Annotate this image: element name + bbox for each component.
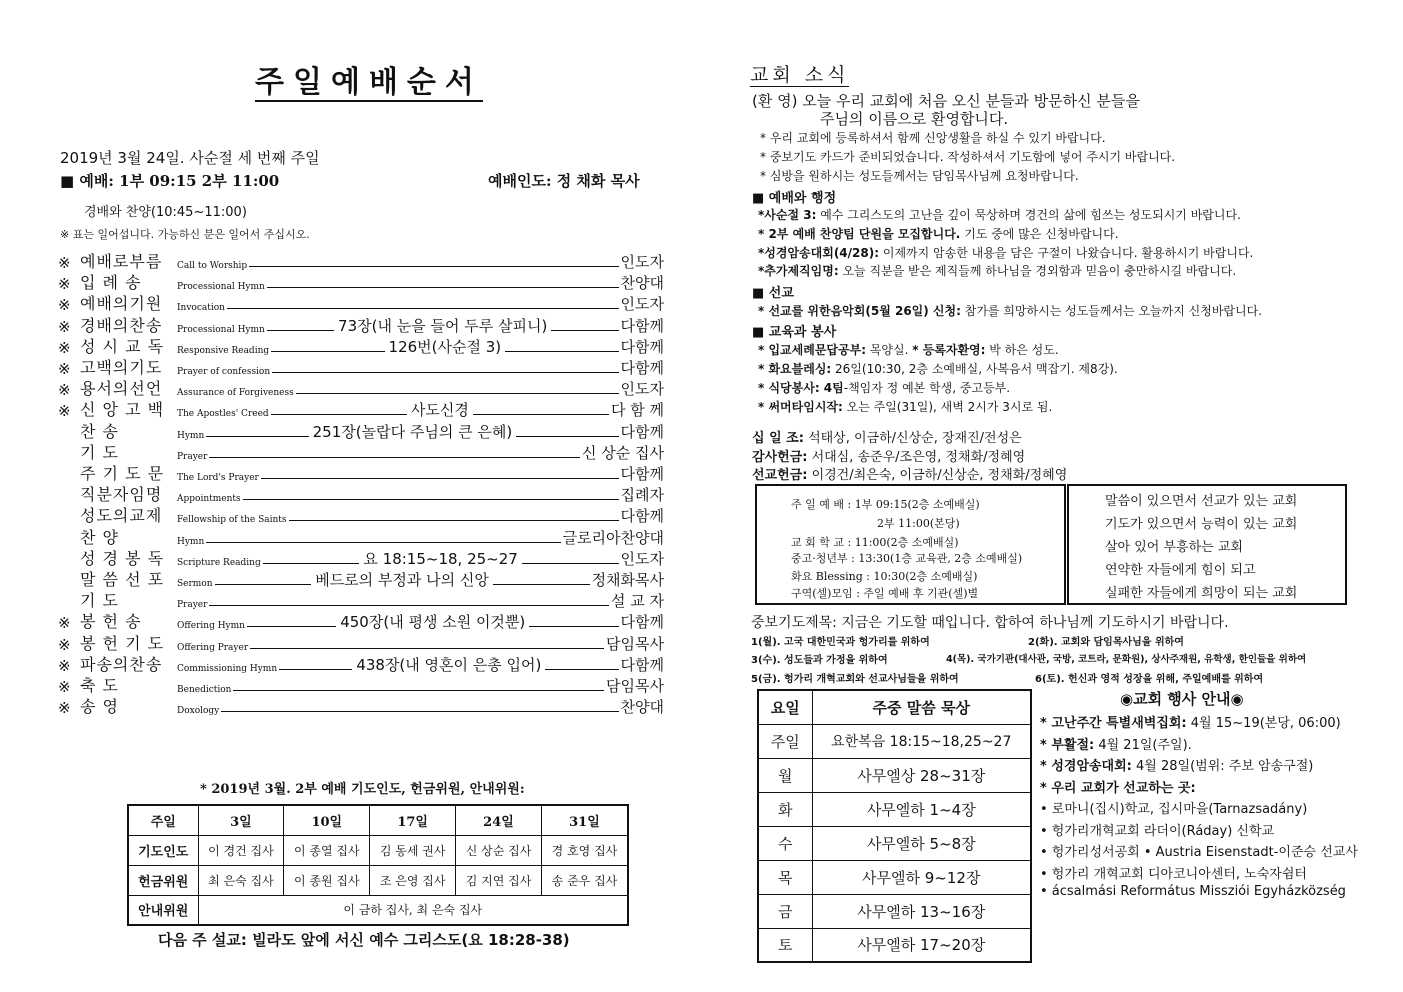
- offering-value: 서대심, 송준우/조은영, 정채화/정혜영: [807, 450, 1026, 465]
- order-item-english: Call to Worship: [177, 261, 248, 271]
- event-item: [1040, 841, 1358, 860]
- news-item-text: 예수 그리스도의 고난을 깊이 묵상하며 경건의 삶에 힘쓰는 성도되시기 바랍니다.: [816, 208, 1241, 222]
- event-item: [1040, 712, 1341, 731]
- order-item-english: Fellowship of the Saints: [177, 515, 287, 526]
- leader-line: [227, 308, 619, 309]
- leader-line: [215, 584, 312, 585]
- motto-line: 살아 있어 부흥하는 교회: [1105, 540, 1243, 555]
- order-item-person: 찬양대: [620, 698, 664, 717]
- worship-times: ■ 예배: 1부 09:15 2부 11:00: [60, 172, 280, 190]
- prayer-title: 중보기도제목: 지금은 기도할 때입니다. 합하여 하나님께 기도하시기 바랍니다.: [751, 615, 1229, 631]
- order-item-english: The Apostles' Creed: [177, 409, 269, 420]
- welcome-note: * 중보기도 카드가 준비되었습니다. 작성하셔서 기도함에 넣어 주시기 바랍니다.: [760, 150, 1176, 164]
- table-header: 31일: [541, 805, 628, 835]
- motto-line: 기도가 있으면서 능력이 있는 교회: [1105, 517, 1298, 532]
- prayer-item: 3(수). 성도들과 가정을 위하여: [751, 655, 888, 666]
- event-label: * 우리 교회가 선교하는 곳:: [1040, 780, 1196, 796]
- order-item-english: Processional Hymn: [177, 324, 265, 335]
- service-info-line: 화요 Blessing : 10:30(2층 소예배실): [791, 570, 978, 583]
- worship-order-item: [58, 422, 664, 442]
- table-row: [758, 928, 1031, 962]
- order-item-name: 성도의교제: [80, 506, 163, 526]
- order-item-person: 인도자: [620, 549, 664, 568]
- news-item-text: 이제까지 암송한 내용을 담은 구절이 나왔습니다. 활용하시기 바랍니다.: [879, 246, 1254, 260]
- order-item-person: 글로리아찬양대: [562, 528, 664, 547]
- order-item-name: 신 앙 고 백: [80, 400, 165, 420]
- order-item-name: 기 도: [80, 591, 119, 611]
- table-cell: 안내위원: [128, 895, 198, 925]
- leader-line: [279, 669, 352, 670]
- table-header: 24일: [456, 805, 542, 835]
- news-item: [758, 379, 1010, 396]
- news-item-label: * 화요블레싱:: [758, 362, 832, 376]
- event-text: • 헝가리개혁교회 라더이(Ráday) 신학교: [1040, 823, 1275, 839]
- stand-mark: ※: [58, 699, 71, 718]
- table-cell: 토: [758, 928, 812, 962]
- welcome-note: * 우리 교회에 등록하셔서 함께 신앙생활을 하실 수 있기 바랍니다.: [760, 131, 1106, 145]
- worship-order-item: [58, 528, 664, 548]
- stand-mark: ※: [58, 402, 71, 421]
- news-item-label: *사순절 3:: [758, 208, 817, 222]
- welcome-line-2: 주님의 이름으로 환영합니다.: [820, 110, 1009, 128]
- worship-order-item: [58, 549, 664, 569]
- offering-value: 석태상, 이금하/신상순, 장재진/전성은: [803, 431, 1022, 446]
- order-item-english: Offering Hymn: [177, 621, 245, 632]
- order-item-content: 438장(내 영혼이 은총 입어): [356, 655, 542, 674]
- order-item-name: 말 씀 선 포: [80, 570, 165, 589]
- leader-line: [545, 669, 618, 670]
- table-cell: 사무엘하 17~20장: [812, 928, 1031, 962]
- news-item-text: 박 하은 성도.: [985, 343, 1059, 357]
- worship-order-item: [58, 655, 664, 675]
- stand-mark: ※: [58, 254, 71, 272]
- table-row: [128, 865, 628, 895]
- motto-line: 연약한 자들에게 힘이 되고: [1105, 563, 1256, 578]
- order-item-english: Prayer: [177, 451, 208, 462]
- table-cell: 월: [758, 758, 812, 792]
- order-item-person: 신 상순 집사: [582, 443, 664, 462]
- leader-line: [271, 414, 407, 415]
- news-item-text: -책임자 정 예본 학생, 중고등부.: [843, 381, 1011, 395]
- order-item-name: 성 시 교 독: [80, 336, 165, 356]
- news-item-text: 오늘 직분을 받은 제직들께 하나님을 경외함과 믿음이 충만하시길 바랍니다.: [838, 264, 1237, 278]
- schedule-title: * 2019년 3월. 2부 예배 기도인도, 헌금위원, 안내위원:: [200, 782, 525, 797]
- news-item-text: 목양실.: [866, 343, 913, 357]
- event-item: [1040, 884, 1346, 899]
- order-item-content: 요 18:15~18, 25~27: [363, 549, 518, 568]
- table-row: [758, 860, 1031, 894]
- order-item-content: 사도신경: [410, 401, 469, 420]
- news-item: [758, 206, 1241, 223]
- order-item-person: 담임목사: [606, 677, 664, 695]
- order-item-name: 직분자임명: [80, 485, 163, 505]
- order-item-person: 다함께: [620, 337, 665, 356]
- church-motto-box: [1067, 484, 1347, 605]
- service-info-line: 2부 11:00(본당): [877, 517, 960, 530]
- event-text: 4월 28일(범위: 주보 암송구절): [1131, 759, 1314, 774]
- stand-mark: ※: [58, 678, 71, 696]
- event-item: [1040, 798, 1307, 817]
- order-item-person: 다함께: [620, 465, 664, 483]
- worship-order-item: [58, 316, 664, 336]
- event-item: [1040, 820, 1274, 839]
- leader-line: [250, 648, 604, 649]
- order-item-english: Processional Hymn: [177, 282, 265, 293]
- table-row: [128, 895, 628, 925]
- worship-order-item: [58, 485, 664, 505]
- worship-order-item: [58, 634, 664, 654]
- table-cell: 송 준우 집사: [541, 865, 628, 895]
- prelude-praise: 경배와 찬양(10:45~11:00): [84, 205, 247, 220]
- event-text: • ácsalmási Református Missziói Egyházközség: [1040, 884, 1346, 899]
- leader-line: [261, 478, 619, 479]
- leader-line: [289, 520, 619, 521]
- order-item-name: 봉 헌 기 도: [80, 633, 165, 653]
- table-cell: 사무엘하 9~12장: [812, 860, 1031, 894]
- service-info-line: 구역(셀)모임 : 주일 예배 후 기관(셀)별: [791, 587, 979, 600]
- event-label: * 성경암송대회:: [1040, 759, 1132, 774]
- order-item-name: 입 례 송: [80, 273, 142, 293]
- order-item-person: 찬양대: [620, 274, 664, 293]
- order-item-person: 다함께: [620, 316, 664, 335]
- offering-label: 감사헌금:: [752, 450, 808, 465]
- leader-line: [209, 605, 609, 606]
- worship-order-item: [58, 697, 664, 717]
- order-item-person: 인도자: [620, 253, 664, 271]
- table-cell: 금: [758, 894, 812, 928]
- welcome-note: * 심방을 원하시는 성도들께서는 담임목사님께 요청바랍니다.: [760, 169, 1079, 183]
- prayer-item: 5(금). 헝가리 개혁교회와 선교사님들을 위하여: [751, 674, 959, 685]
- stand-mark: ※: [58, 296, 71, 315]
- table-cell: 주일: [758, 724, 812, 758]
- order-item-person: 다함께: [620, 507, 664, 526]
- leader-line: [221, 711, 618, 712]
- event-item: [1040, 777, 1196, 796]
- news-item: [758, 244, 1253, 261]
- stand-mark: ※: [58, 338, 71, 357]
- section-heading: ■ 교육과 봉사: [752, 325, 837, 340]
- table-cell: 사무엘하 13~16장: [812, 894, 1031, 928]
- event-text: • 헝가리 개혁교회 디아코니아센터, 노숙자쉼터: [1040, 866, 1307, 882]
- leader-line: [522, 563, 619, 564]
- table-cell: 사무엘하 5~8장: [812, 826, 1031, 860]
- leader-line: [267, 287, 619, 288]
- table-row: [758, 758, 1031, 792]
- table-row: [758, 894, 1031, 928]
- table-cell: 최 은숙 집사: [198, 865, 284, 895]
- event-text: • 로마니(집시)학교, 집시마을(Tarnazsadány): [1040, 802, 1308, 817]
- table-row: [128, 835, 628, 865]
- event-item: [1040, 734, 1192, 753]
- order-item-english: Sermon: [177, 579, 213, 589]
- worship-order-item: [58, 337, 664, 357]
- news-item: [758, 225, 1119, 242]
- event-text: 4월 21일(주일).: [1094, 737, 1192, 753]
- leader-line: [206, 436, 308, 437]
- table-cell: 신 상순 집사: [456, 835, 542, 865]
- weekly-bible-table: [757, 689, 1032, 963]
- order-item-content: 450장(내 평생 소원 이것뿐): [340, 613, 526, 632]
- offering-label: 십 일 조:: [752, 431, 804, 446]
- table-header: 주일: [128, 805, 198, 835]
- worship-order-item: [58, 294, 664, 314]
- leader-line: [516, 436, 618, 437]
- leader-line: [551, 330, 618, 331]
- worship-leader: 예배인도: 정 채화 목사: [488, 172, 640, 190]
- duty-schedule-table: [127, 804, 629, 926]
- order-item-person: 다함께: [620, 422, 665, 441]
- leader-line: [505, 351, 618, 352]
- order-item-name: 고백의기도: [80, 358, 163, 377]
- stand-mark: ※: [58, 381, 71, 400]
- event-label: * 고난주간 특별새벽집회:: [1040, 716, 1187, 731]
- order-item-name: 용서의선언: [80, 379, 163, 399]
- worship-order-item: [58, 358, 664, 378]
- welcome-line-1: (환 영) 오늘 우리 교회에 처음 오신 분들과 방문하신 분들을: [752, 92, 1140, 110]
- order-item-name: 예배의기원: [80, 294, 163, 314]
- order-item-name: 경배의찬송: [80, 315, 163, 335]
- order-item-name: 송 영: [80, 697, 119, 717]
- worship-order-item: [58, 676, 664, 696]
- table-header: 3일: [198, 805, 284, 835]
- order-item-english: Prayer of confession: [177, 367, 271, 377]
- order-item-person: 설 교 자: [610, 592, 664, 611]
- news-item-label: * 식당봉사: 4팀: [758, 381, 844, 395]
- news-item-text: 오는 주일(31일), 새벽 2시가 3시로 됨.: [842, 400, 1053, 414]
- stand-note: ※ 표는 일어섭니다. 가능하신 분은 일어서 주십시오.: [60, 228, 310, 241]
- stand-mark: ※: [58, 656, 71, 675]
- table-row: [758, 724, 1031, 758]
- table-header: 10일: [284, 805, 370, 835]
- order-item-english: Commissioning Hymn: [177, 663, 278, 674]
- event-item: [1040, 755, 1313, 774]
- table-cell: 김 동세 권사: [370, 835, 456, 865]
- service-info-line: 중고·청년부 : 13:30(1층 교육관, 2층 소예배실): [791, 552, 1023, 565]
- order-item-english: Invocation: [177, 303, 225, 314]
- table-row: [758, 792, 1031, 826]
- stand-mark: ※: [58, 360, 71, 378]
- news-item: [758, 262, 1236, 279]
- offering-line: [752, 464, 1067, 483]
- order-item-english: Assurance of Forgiveness: [177, 388, 294, 399]
- order-item-name: 예배로부름: [80, 252, 163, 271]
- leader-line: [249, 266, 618, 267]
- order-item-english: Benediction: [177, 685, 232, 695]
- news-item-label: * 등록자환영:: [912, 343, 986, 357]
- page-title: 주일예배순서: [255, 65, 483, 100]
- events-title: ◉교회 행사 안내◉: [1120, 690, 1244, 708]
- news-item: [758, 302, 1262, 319]
- order-item-person: 다함께: [620, 655, 665, 674]
- table-cell: 사무엘하 1~4장: [812, 792, 1031, 826]
- prayer-item: 4(목). 국가기관(대사관, 국방, 코트라, 문화원), 상사주재원, 유학생, 한인들을 위하여: [946, 654, 1307, 665]
- order-item-name: 성 경 봉 독: [80, 548, 165, 568]
- worship-order-item: [58, 379, 664, 399]
- event-text: • 헝가리성서공회 • Austria Eisenstadt-이준승 선교사: [1040, 845, 1358, 860]
- news-item-label: * 써머타임시작:: [758, 400, 843, 414]
- table-row: [758, 690, 1031, 724]
- service-info-line: 주 일 예 배 : 1부 09:15(2층 소예배실): [791, 498, 980, 511]
- worship-order-item: [58, 612, 664, 632]
- table-header: 요일: [758, 690, 812, 724]
- leader-line: [247, 626, 336, 627]
- leader-line: [493, 584, 590, 585]
- offering-line: [752, 427, 1022, 446]
- order-item-english: Scripture Reading: [177, 557, 261, 568]
- order-item-name: 찬 양: [80, 527, 119, 547]
- order-item-name: 축 도: [80, 676, 119, 695]
- news-item-text: 참가를 희망하시는 성도들께서는 오늘까지 신청바랍니다.: [960, 304, 1263, 318]
- order-item-english: Doxology: [177, 706, 220, 717]
- order-item-english: Prayer: [177, 600, 208, 611]
- news-item-label: * 2부 예배 찬양팀 단원을 모집합니다.: [758, 227, 961, 241]
- table-cell: 김 지연 집사: [456, 865, 542, 895]
- table-cell: 기도인도: [128, 835, 198, 865]
- order-item-english: Appointments: [177, 494, 241, 505]
- table-cell: 이 종열 집사: [284, 835, 370, 865]
- event-label: * 부활절:: [1040, 737, 1095, 753]
- order-item-content: 126번(사순절 3): [388, 337, 502, 356]
- news-item: [758, 341, 1059, 358]
- section-heading: ■ 예배와 행정: [752, 191, 837, 206]
- order-item-content: 251장(놀랍다 주님의 큰 은혜): [312, 422, 513, 441]
- order-item-english: Responsive Reading: [177, 345, 270, 356]
- order-item-person: 인도자: [620, 295, 664, 314]
- table-cell: 목: [758, 860, 812, 894]
- order-item-content: 베드로의 부정과 나의 신앙: [315, 571, 489, 589]
- order-item-content: 73장(내 눈을 들어 두루 살피니): [338, 316, 548, 335]
- prayer-item: 1(월). 고국 대한민국과 헝가리를 위하여: [751, 637, 930, 648]
- worship-order-item: [58, 443, 664, 463]
- order-item-name: 찬 송: [80, 421, 119, 441]
- table-header: 주중 말씀 묵상: [812, 690, 1031, 724]
- order-item-person: 집례자: [620, 486, 664, 505]
- order-item-english: Hymn: [177, 430, 205, 441]
- worship-order-item: [58, 570, 664, 590]
- next-sermon: 다음 주 설교: 빌라도 앞에 서신 예수 그리스도(요 18:28-38): [158, 931, 570, 949]
- table-cell: 사무엘상 28~31장: [812, 758, 1031, 792]
- worship-order-item: [58, 591, 664, 611]
- worship-order-item: [58, 506, 664, 526]
- stand-mark: ※: [58, 635, 71, 654]
- table-cell: 경 호영 집사: [541, 835, 628, 865]
- news-item-label: *추가제직임명:: [758, 264, 839, 278]
- leader-line: [233, 690, 604, 691]
- offering-label: 선교헌금:: [752, 468, 808, 483]
- worship-order-item: [58, 464, 664, 484]
- leader-line: [529, 626, 618, 627]
- worship-order-item: [58, 252, 664, 272]
- leader-line: [272, 372, 618, 373]
- worship-order-item: [58, 400, 664, 420]
- section-heading: ■ 선교: [752, 286, 794, 301]
- leader-line: [206, 542, 560, 543]
- news-item: [758, 398, 1052, 415]
- motto-line: 실패한 자들에게 희망이 되는 교회: [1105, 586, 1298, 601]
- service-info-line: 교 회 학 교 : 11:00(2층 소예배실): [791, 536, 959, 549]
- table-cell: 화: [758, 792, 812, 826]
- table-cell: 조 은영 집사: [370, 865, 456, 895]
- order-item-english: Hymn: [177, 536, 205, 547]
- table-cell: 헌금위원: [128, 865, 198, 895]
- event-item: [1040, 863, 1307, 882]
- order-item-name: 봉 헌 송: [80, 612, 142, 632]
- table-row: [758, 826, 1031, 860]
- prayer-item: 2(화). 교회와 담임목사님을 위하여: [1028, 637, 1184, 648]
- table-cell: 수: [758, 826, 812, 860]
- leader-line: [296, 393, 619, 394]
- table-header: 17일: [370, 805, 456, 835]
- order-item-person: 다함께: [620, 359, 664, 377]
- order-item-person: 다 함 께: [610, 401, 664, 420]
- table-cell: 이 종원 집사: [284, 865, 370, 895]
- stand-mark: ※: [58, 317, 71, 336]
- order-item-english: The Lord's Prayer: [177, 473, 259, 483]
- event-text: 4월 15~19(본당, 06:00): [1186, 716, 1341, 731]
- church-news-title: 교회 소식: [750, 64, 850, 86]
- table-cell: 이 금하 집사, 최 은숙 집사: [198, 895, 628, 925]
- prayer-item: 6(토). 헌신과 영적 성장을 위해, 주일예배를 위하여: [1035, 674, 1264, 685]
- leader-line: [263, 563, 360, 564]
- leader-line: [243, 499, 619, 500]
- leader-line: [473, 414, 609, 415]
- order-item-english: Offering Prayer: [177, 642, 249, 653]
- order-item-name: 주 기 도 문: [80, 464, 165, 483]
- motto-line: 말씀이 있으면서 선교가 있는 교회: [1105, 494, 1298, 509]
- order-item-person: 담임목사: [606, 634, 664, 653]
- table-cell: 이 경건 집사: [198, 835, 284, 865]
- leader-line: [271, 351, 384, 352]
- order-item-person: 다함께: [620, 613, 665, 632]
- leader-line: [267, 330, 334, 331]
- news-item-label: * 입교세례문답공부:: [758, 343, 866, 357]
- order-item-person: 정채화목사: [591, 571, 665, 589]
- stand-mark: ※: [58, 275, 71, 294]
- offering-line: [752, 446, 1025, 465]
- news-item: [758, 360, 1118, 377]
- news-item-text: 26일(10:30, 2층 소예배실, 사복음서 맥잡기. 제8강).: [831, 362, 1118, 376]
- news-item-text: 기도 중에 많은 신청바랍니다.: [960, 227, 1119, 241]
- leader-line: [209, 457, 580, 458]
- news-item-label: *성경암송대회(4/28):: [758, 246, 880, 260]
- service-info-box: [755, 484, 1066, 605]
- order-item-person: 인도자: [620, 380, 664, 399]
- worship-order-item: [58, 273, 664, 293]
- offering-value: 이경건/최은숙, 이금하/신상순, 정채화/정혜영: [807, 468, 1068, 483]
- table-cell: 요한복음 18:15~18,25~27: [812, 724, 1031, 758]
- stand-mark: ※: [58, 614, 71, 633]
- news-item-label: * 선교를 위한음악회(5월 26일) 신청:: [758, 304, 961, 318]
- table-row: [128, 805, 628, 835]
- service-date: 2019년 3월 24일. 사순절 세 번째 주일: [60, 149, 320, 167]
- order-item-name: 파송의찬송: [80, 654, 163, 674]
- order-item-name: 기 도: [80, 442, 119, 462]
